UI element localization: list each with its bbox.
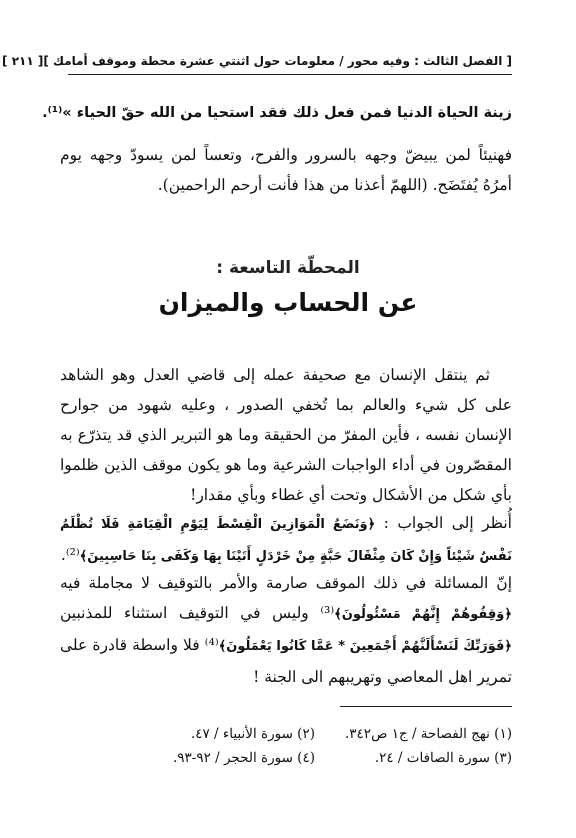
answer-lead: أُنظر إلى الجواب : [375, 514, 512, 532]
hadith-ending: زينة الحياة الدنيا فمن فعل ذلك فقد استحيا من الله حقّ الحياء »⁽¹⁾. [42, 105, 512, 121]
quran-verse-scales: ﴿وَنَضَعُ الْمَوَازِينَ الْقِسْطَ لِيَوْمِ الْقِيَامَةِ فَلَا تُظْلَمُ نَفْسٌ شَيْئاً وَإِنْ كَانَ مِثْقَالَ حَبَّةٍ مِنْ خَرْدَلٍ أَتَيْنَا بِهَا وَكَفَى بِنَا حَاسِبِينَ﴾ [60, 517, 512, 564]
footnote-3: (٣) سورة الصافات / ٢٤. [374, 750, 512, 766]
footnotes [118, 722, 512, 770]
footnote-4: (٤) سورة الحجر / ٩٢-٩٣. [172, 750, 315, 766]
footnote-ref-2: ⁽²⁾. [60, 546, 80, 564]
chapter-title: [ الفصل الثالث : وفيه محور / معلومات حول اثنتي عشرة محطة وموقف أمامك ] [43, 54, 512, 68]
paragraph-questioning [60, 568, 512, 692]
questioning-text-2: وليس في التوقيف استثناء للمذنبين [60, 604, 321, 622]
questioning-text-3: فلا واسطة قادرة على تمرير اهل المعاصي وتهريبهم الى الجنة ! [60, 636, 512, 686]
station-label: المحطّة التاسعة : [216, 258, 360, 278]
footnote-divider [340, 706, 512, 707]
quran-verse-stop-them: ﴿وَقِفُوهُمْ إِنَّهُمْ مَسْئُولُونَ﴾ [334, 607, 512, 622]
footnote-row [118, 722, 512, 746]
questioning-text-1: إنّ المسائلة في ذلك الموقف صارمة والأمر بالتوقيف لا مجاملة فيه [60, 574, 512, 592]
paragraph-blessing: فهنيئاً لمن يبيضّ وجهه بالسرور والفرح، وتعساً لمن يسودّ وجهه يوم أمرُهُ يُفتَضَح. (اللهمّ أعذنا من هذا فأنت أرحم الراحمين). [60, 146, 512, 194]
header-divider [68, 74, 512, 75]
quran-verse-by-your-lord: ﴿فَوَرَبِّكَ لَنَسْأَلَنَّهُمْ أَجْمَعِينَ * عَمَّا كَانُوا يَعْمَلُونَ﴾ [218, 639, 512, 654]
paragraph-answer [60, 508, 512, 572]
page-number: [ ٢١١ ] [2, 54, 44, 68]
section-title: عن الحساب والميزان [158, 288, 418, 317]
footnote-ref-3: ⁽³⁾ [320, 604, 335, 622]
paragraph-judgment: ثم ينتقل الإنسان مع صحيفة عمله إلى قاضي العدل وهو الشاهد على كل شيء والعالم بما تُخفي الصدور ، وعليه شهود من جوارح الإنسان نفسه ، فأين المفرّ من الحقيقة وما هو التبرير الذي قد يتذرّع به المقصّرون في أداء الواجبات الشرعية وما هو يكون موقف الذين ظلموا بأي شكل من الأشكال وتحت أي غطاء وبأي مقدار! [60, 366, 512, 504]
footnote-row [118, 746, 512, 770]
footnote-2: (٢) سورة الأنبياء / ٤٧. [190, 726, 315, 742]
footnote-ref-4: ⁽⁴⁾ [204, 636, 219, 654]
running-header [2, 50, 512, 72]
footnote-1: (١) نهج الفصاحة / ج١ ص٣٤٢. [345, 726, 512, 742]
